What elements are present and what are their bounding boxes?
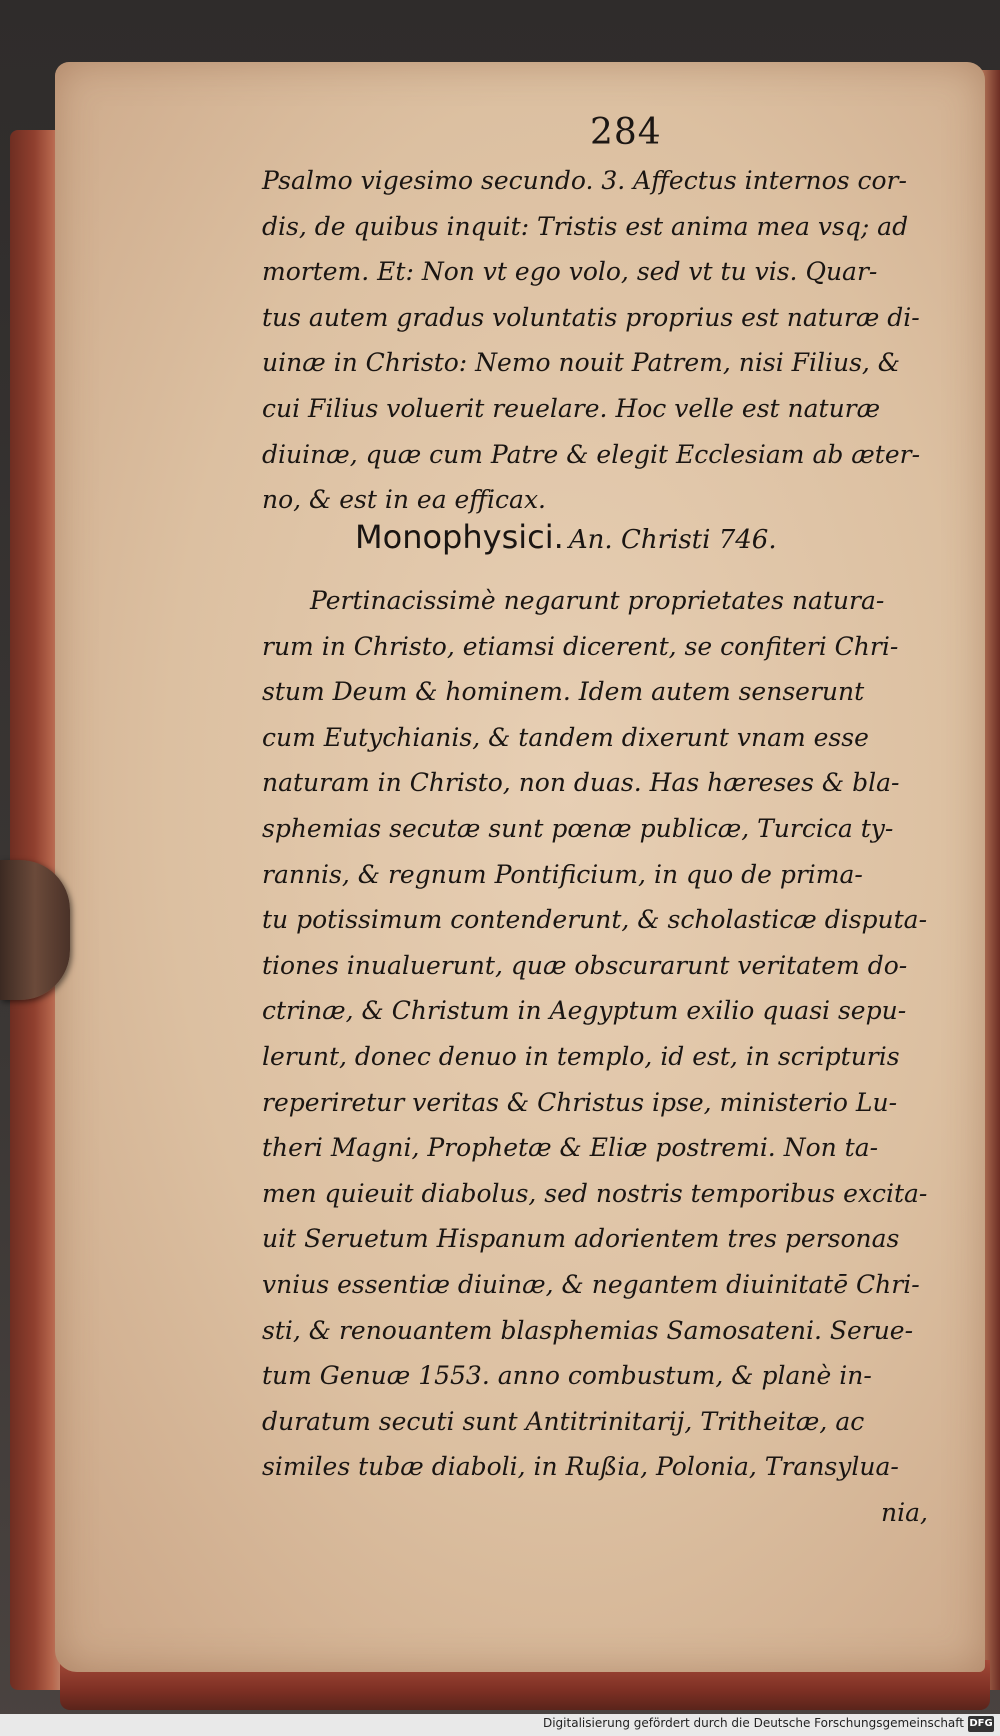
text-line: vnius essentiæ diuinæ, & negantem diuinitatē Chri- xyxy=(262,1269,920,1299)
heading-title: Monophysici. xyxy=(355,518,564,556)
text-line: reperiretur veritas & Christus ipse, ministerio Lu- xyxy=(262,1087,898,1117)
text-line: cui Filius voluerit reuelare. Hoc velle est naturæ xyxy=(262,393,881,423)
text-line: tiones inualuerunt, quæ obscurarunt veritatem do- xyxy=(262,950,908,980)
text-line: Psalmo vigesimo secundo. 3. Affectus internos cor- xyxy=(262,166,907,195)
text-line: duratum secuti sunt Antitrinitarij, Tritheitæ, ac xyxy=(262,1406,865,1436)
page-number: 284 xyxy=(590,112,662,153)
text-line: tus autem gradus voluntatis proprius est naturæ di- xyxy=(262,302,920,332)
text-line: uinæ in Christo: Nemo nouit Patrem, nisi Filius, & xyxy=(262,348,901,378)
text-line: ctrinæ, & Christum in Aegyptum exilio quasi sepu- xyxy=(262,996,907,1026)
footer-credit: Digitalisierung gefördert durch die Deutsche Forschungsgemeinschaft xyxy=(542,1716,964,1730)
text-line: dis, de quibus inquit: Tristis est anima mea vsq; ad xyxy=(262,211,909,241)
text-line: rannis, & regnum Pontificium, in quo de prima- xyxy=(262,859,863,889)
text-line: uit Seruetum Hispanum adorientem tres personas xyxy=(262,1224,900,1254)
text-line: stum Deum & hominem. Idem autem senserunt xyxy=(262,677,865,707)
text-line: theri Magni, Prophetæ & Eliæ postremi. Non ta- xyxy=(262,1133,879,1163)
text-line: naturam in Christo, non duas. Has hæreses & bla- xyxy=(262,768,900,798)
text-line: no, & est in ea efficax. xyxy=(262,485,547,515)
paragraph-1 xyxy=(262,158,952,523)
text-line: sphemias secutæ sunt pœnæ publicæ, Turcica ty- xyxy=(262,813,894,843)
text-line: rum in Christo, etiamsi dicerent, se confiteri Chri- xyxy=(262,631,899,661)
dfg-logo-icon: DFG xyxy=(968,1716,994,1732)
text-line: diuinæ, quæ cum Patre & elegit Ecclesiam ab æter- xyxy=(262,439,921,469)
heading-date: An. Christi 746. xyxy=(568,525,777,555)
paragraph-2 xyxy=(262,578,952,1535)
text-line: cum Eutychianis, & tandem dixerunt vnam esse xyxy=(262,722,869,752)
text-line: lerunt, donec denuo in templo, id est, in scripturis xyxy=(262,1041,900,1071)
text-line: tum Genuæ 1553. anno combustum, & planè in- xyxy=(262,1361,872,1391)
catchword: nia, xyxy=(881,1497,928,1527)
text-line: tu potissimum contenderunt, & scholasticæ disputa- xyxy=(262,905,928,935)
text-line: men quieuit diabolus, sed nostris temporibus excita- xyxy=(262,1178,928,1208)
section-heading xyxy=(355,515,777,565)
page-clip xyxy=(0,860,70,1000)
text-line: similes tubæ diaboli, in Rußia, Polonia, Transylua- xyxy=(262,1452,899,1482)
text-line: mortem. Et: Non vt ego volo, sed vt tu vis. Quar- xyxy=(262,257,878,287)
text-line: sti, & renouantem blasphemias Samosateni. Serue- xyxy=(262,1315,914,1345)
text-line: Pertinacissimè negarunt proprietates natura- xyxy=(310,586,885,615)
